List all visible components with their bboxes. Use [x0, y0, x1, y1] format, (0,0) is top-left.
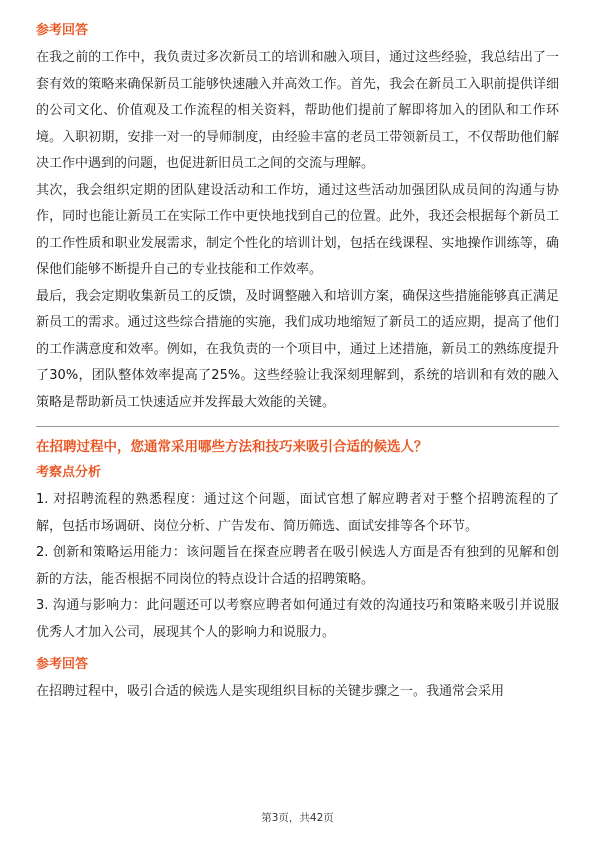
section-divider: [36, 426, 559, 427]
reference-answer-heading-2: 参考回答: [36, 657, 89, 672]
page-number-footer: 第3页，共42页: [261, 812, 334, 824]
analysis-item-1: 1. 对招聘流程的熟悉程度：通过这个问题，面试官想了解应聘者对于整个招聘流程的了解，包括市场调研、岗位分析、广告发布、简历筛选、面试安排等各个环节。: [36, 492, 559, 534]
answer-paragraph-4: 在招聘过程中，吸引合适的候选人是实现组织目标的关键步骤之一。我通常会采用: [36, 684, 505, 699]
document-page: [36, 21, 559, 706]
answer-paragraph-2: 其次，我会组织定期的团队建设活动和工作坊，通过这些活动加强团队成员间的沟通与协作，同时也能让新员工在实际工作中更快地找到自己的位置。此外，我还会根据每个新员工的工作性质和职业发展需求，制定个性化的培训计划，包括在线课程、实地操作训练等，确保他们能够不断提升自己的专业技能和工作效率。: [36, 182, 559, 277]
analysis-item-2: 2. 创新和策略运用能力：该问题旨在探查应聘者在吸引候选人方面是否有独到的见解和创新的方法，能否根据不同岗位的特点设计合适的招聘策略。: [36, 545, 559, 587]
analysis-heading: 考察点分析: [36, 465, 102, 480]
reference-answer-heading: 参考回答: [36, 23, 89, 38]
answer-paragraph-1: 在我之前的工作中，我负责过多次新员工的培训和融入项目，通过这些经验，我总结出了一套有效的策略来确保新员工能够快速融入并高效工作。首先，我会在新员工入职前提供详细的公司文化、价值观及工作流程的相关资料，帮助他们提前了解即将加入的团队和工作环境。入职初期，安排一对一的导师制度，由经验丰富的老员工带领新员工，不仅帮助他们解决工作中遇到的问题，也促进新旧员工之间的交流与理解。: [36, 50, 559, 171]
answer-paragraph-3: 最后，我会定期收集新员工的反馈，及时调整融入和培训方案，确保这些措施能够真正满足新员工的需求。通过这些综合措施的实施，我们成功地缩短了新员工的适应期，提高了他们的工作满意度和效率。例如，在我负责的一个项目中，通过上述措施，新员工的熟练度提升了30%，团队整体效率提高了25%。这些经验让我深刻理解到，系统的培训和有效的融入策略是帮助新员工快速适应并发挥最大效能的关键。: [36, 288, 559, 410]
interview-question: 在招聘过程中，您通常采用哪些方法和技巧来吸引合适的候选人？: [36, 439, 428, 455]
analysis-item-3: 3. 沟通与影响力：此问题还可以考察应聘者如何通过有效的沟通技巧和策略来吸引并说服优秀人才加入公司，展现其个人的影响力和说服力。: [36, 598, 559, 640]
